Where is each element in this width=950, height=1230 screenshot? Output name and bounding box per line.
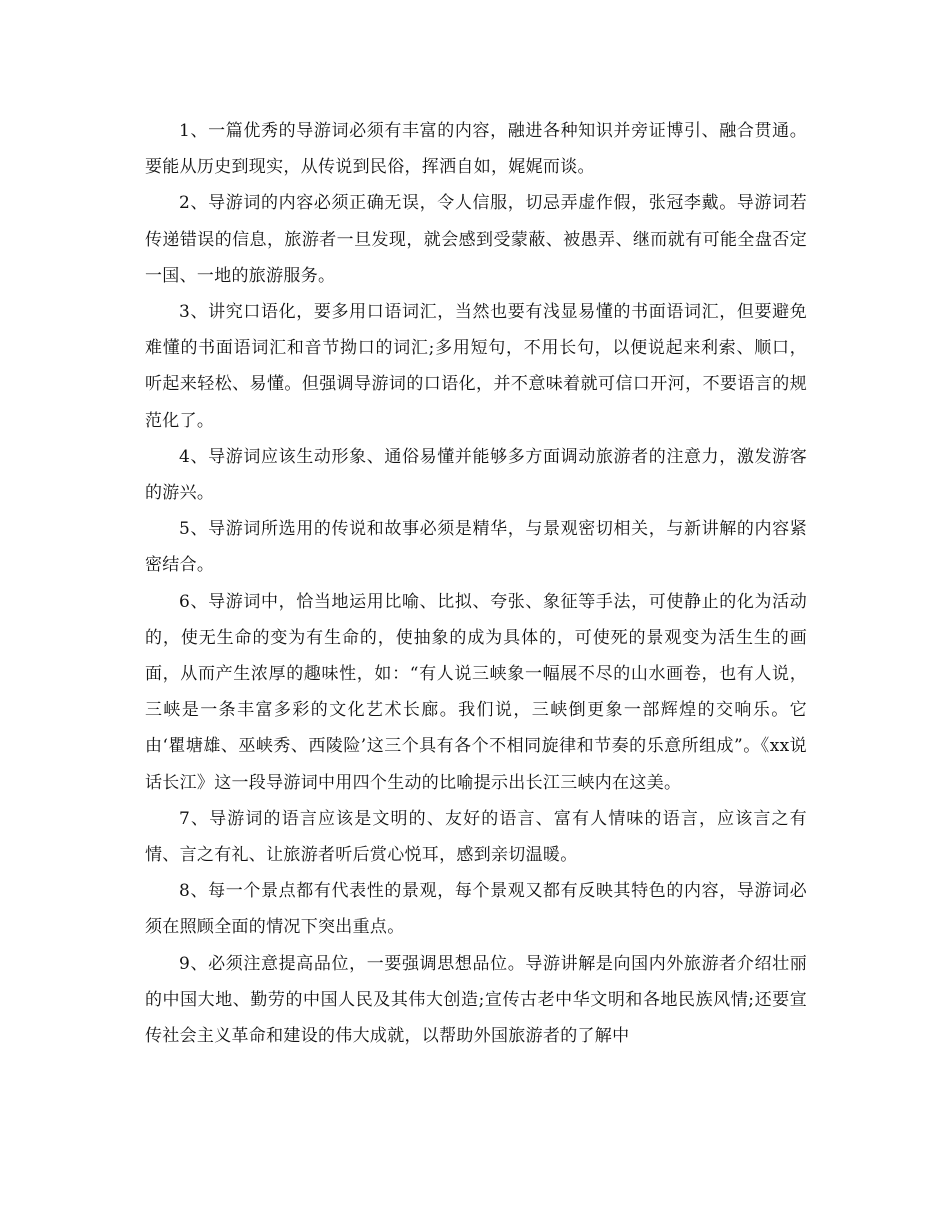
- paragraph-5: 5、导游词所选用的传说和故事必须是精华，与景观密切相关，与新讲解的内容紧密结合。: [145, 519, 807, 576]
- paragraph-3: 3、讲究口语化，要多用口语词汇，当然也要有浅显易懂的书面语词汇，但要避免难懂的书面语词汇和音节拗口的词汇;多用短句，不用长句，以便说起来利索、顺口，听起来轻松、易懂。但强调导游词的口语化，并不意味着就可信口开河，不要语言的规范化了。: [145, 302, 807, 431]
- paragraph-4: 4、导游词应该生动形象、通俗易懂并能够多方面调动旅游者的注意力，激发游客的游兴。: [145, 446, 807, 504]
- paragraph-2: 2、导游词的内容必须正确无误，令人信服，切忌弄虚作假，张冠李戴。导游词若传递错误的信息，旅游者一旦发现，就会感到受蒙蔽、被愚弄、继而就有可能全盘否定一国、一地的旅游服务。: [145, 193, 807, 286]
- document-body: [145, 113, 807, 1054]
- paragraph-8: 8、每一个景点都有代表性的景观，每个景观又都有反映其特色的内容，导游词必须在照顾全面的情况下突出重点。: [145, 881, 807, 938]
- paragraph-6: 6、导游词中，恰当地运用比喻、比拟、夸张、象征等手法，可使静止的化为活动的，使无生命的变为有生命的，使抽象的成为具体的，可使死的景观变为活生生的画面，从而产生浓厚的趣味性，如：“有人说三峡象一幅展不尽的山水画卷，也有人说，三峡是一条丰富多彩的文化艺术长廊。我们说，三峡倒更象一部辉煌的交响乐。它由‘瞿塘雄、巫峡秀、西陵险’这三个具有各个不相同旋律和节奏的乐意所组成”。《xx说话长江》这一段导游词中用四个生动的比喻提示出长江三峡内在这美。: [145, 591, 807, 793]
- paragraph-7: 7、导游词的语言应该是文明的、友好的语言、富有人情味的语言，应该言之有情、言之有礼、让旅游者听后赏心悦耳，感到亲切温暖。: [145, 808, 807, 866]
- paragraph-1: 1、一篇优秀的导游词必须有丰富的内容，融进各种知识并旁证博引、融合贯通。要能从历史到现实，从传说到民俗，挥洒自如，娓娓而谈。: [145, 121, 807, 178]
- paragraph-9: 9、必须注意提高品位，一要强调思想品位。导游讲解是向国内外旅游者介绍壮丽的中国大地、勤劳的中国人民及其伟大创造;宣传古老中华文明和各地民族风情;还要宣传社会主义革命和建设的伟大成就，以帮助外国旅游者的了解中: [145, 953, 807, 1047]
